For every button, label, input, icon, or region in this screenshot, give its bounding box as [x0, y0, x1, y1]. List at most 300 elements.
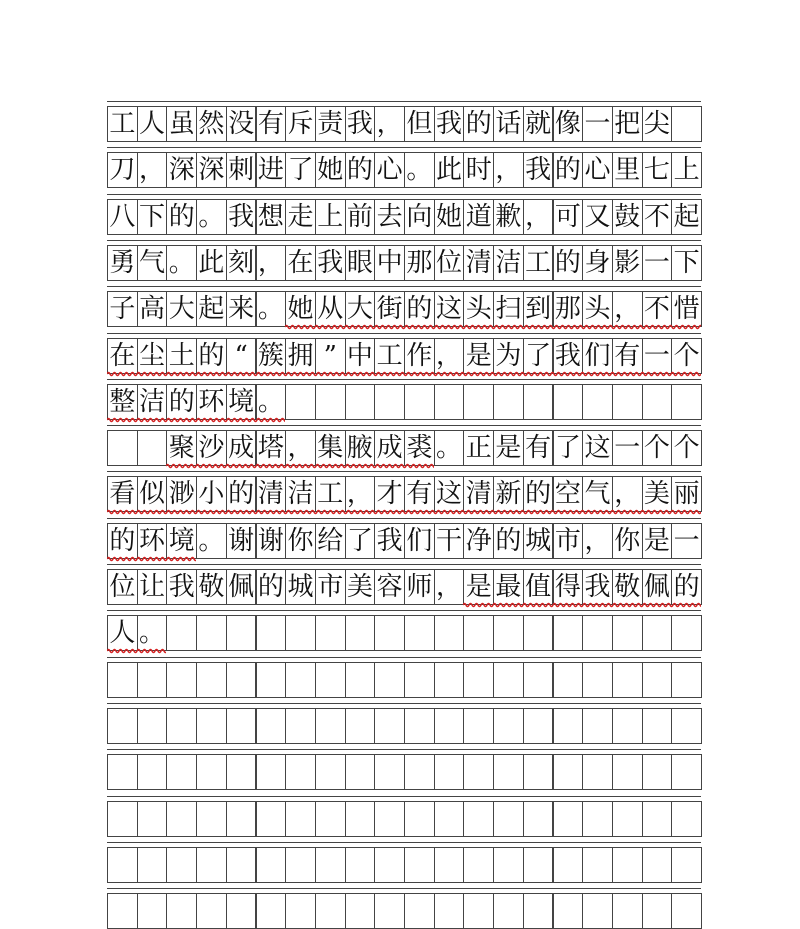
grid-cell: 清: [463, 476, 494, 512]
grid-cell: [642, 754, 673, 790]
grid-cell: [107, 430, 138, 466]
grid-cell: [523, 615, 554, 651]
grid-cell: [196, 754, 227, 790]
grid-cell: 气: [137, 245, 168, 281]
grid-cell: 位: [107, 569, 138, 605]
grid-cell: 这: [434, 291, 465, 327]
grid-cell: 塔: [256, 430, 287, 466]
grid-cell: 们: [582, 338, 613, 374]
grid-cell: [315, 384, 346, 420]
grid-cell: 我: [226, 199, 257, 235]
grid-cell: [345, 384, 376, 420]
grid-cell: [493, 615, 524, 651]
grid-cell: [374, 708, 405, 744]
grid-cell: 清: [463, 245, 494, 281]
grid-cell: [463, 615, 494, 651]
grid-cell: 境: [166, 523, 197, 559]
grid-cell: 腋: [345, 430, 376, 466]
grid-cell: [642, 847, 673, 883]
grid-cell: 作: [404, 338, 435, 374]
grid-cell: [374, 662, 405, 698]
grid-cell: 下: [671, 245, 702, 281]
grid-cell: 把: [612, 106, 643, 142]
grid-cell: [345, 662, 376, 698]
grid-cell: 那: [553, 291, 584, 327]
grid-cell: ，: [374, 106, 405, 142]
grid-cell: [434, 847, 465, 883]
grid-cell: 净: [463, 523, 494, 559]
grid-cell: 。: [434, 430, 465, 466]
grid-cell: 聚: [166, 430, 197, 466]
grid-cell: [315, 754, 346, 790]
grid-cell: [137, 662, 168, 698]
grid-cell: 的: [256, 569, 287, 605]
grid-cell: [226, 662, 257, 698]
grid-cell: 丽: [671, 476, 702, 512]
grid-cell: [612, 708, 643, 744]
grid-cell: [404, 847, 435, 883]
grid-cell: 这: [434, 476, 465, 512]
grid-cell: 沙: [196, 430, 227, 466]
grid-cell: 鼓: [612, 199, 643, 235]
grid-cell: 我: [523, 152, 554, 188]
grid-cell: 工: [107, 106, 138, 142]
grid-cell: 刻: [226, 245, 257, 281]
grid-cell: 话: [493, 106, 524, 142]
grid-cell: ，: [493, 152, 524, 188]
grid-cell: [315, 893, 346, 929]
grid-cell: [671, 384, 702, 420]
grid-cell: 有: [523, 430, 554, 466]
grid-cell: [642, 662, 673, 698]
grid-cell: 一: [642, 338, 673, 374]
grid-cell: 不: [642, 291, 673, 327]
grid-cell: 心: [374, 152, 405, 188]
grid-cell: 想: [256, 199, 287, 235]
grid-cell: 正: [463, 430, 494, 466]
grid-cell: 洁: [493, 245, 524, 281]
grid-cell: [523, 847, 554, 883]
grid-cell: [285, 708, 316, 744]
grid-cell: [671, 801, 702, 837]
row-rule: [107, 842, 701, 843]
grid-cell: 但: [404, 106, 435, 142]
grid-cell: 拥: [285, 338, 316, 374]
row-rule: [107, 657, 701, 658]
row-rule: [107, 240, 701, 241]
grid-cell: [582, 754, 613, 790]
grid-cell: [285, 754, 316, 790]
grid-cell: [404, 801, 435, 837]
grid-cell: [523, 662, 554, 698]
row-rule: [107, 333, 701, 334]
grid-cell: [256, 615, 287, 651]
grid-cell: [612, 893, 643, 929]
grid-cell: 责: [315, 106, 346, 142]
grid-cell: 影: [612, 245, 643, 281]
grid-cell: 像: [553, 106, 584, 142]
grid-cell: [137, 893, 168, 929]
grid-cell: [553, 708, 584, 744]
grid-cell: 们: [404, 523, 435, 559]
grid-cell: [137, 801, 168, 837]
grid-cell: [434, 893, 465, 929]
grid-cell: [434, 662, 465, 698]
grid-cell: [523, 384, 554, 420]
grid-cell: [493, 708, 524, 744]
grid-cell: [523, 708, 554, 744]
grid-cell: [226, 893, 257, 929]
grid-cell: [404, 615, 435, 651]
grid-cell: 谢: [226, 523, 257, 559]
grid-cell: [582, 662, 613, 698]
grid-cell: 八: [107, 199, 138, 235]
grid-cell: 里: [612, 152, 643, 188]
grid-cell: [315, 847, 346, 883]
grid-cell: ，: [582, 523, 613, 559]
grid-cell: [642, 708, 673, 744]
grid-cell: 中: [374, 245, 405, 281]
grid-cell: 。: [137, 615, 168, 651]
grid-cell: 可: [553, 199, 584, 235]
grid-cell: 尖: [642, 106, 673, 142]
row-rule: [107, 749, 701, 750]
grid-cell: 市: [553, 523, 584, 559]
grid-cell: 此: [196, 245, 227, 281]
grid-cell: 我: [315, 245, 346, 281]
grid-cell: [285, 662, 316, 698]
grid-cell: 有: [612, 338, 643, 374]
grid-cell: 是: [642, 523, 673, 559]
grid-cell: 个: [671, 338, 702, 374]
grid-cell: [434, 801, 465, 837]
grid-cell: [434, 754, 465, 790]
row-rule: [107, 610, 701, 611]
grid-cell: [434, 615, 465, 651]
grid-cell: 的: [166, 384, 197, 420]
grid-cell: [226, 754, 257, 790]
grid-cell: [493, 662, 524, 698]
grid-cell: [137, 754, 168, 790]
grid-cell: [345, 708, 376, 744]
grid-cell: [642, 384, 673, 420]
grid-cell: ，: [256, 245, 287, 281]
grid-cell: 又: [582, 199, 613, 235]
grid-cell: [404, 384, 435, 420]
row-rule: [107, 147, 701, 148]
grid-cell: 刀: [107, 152, 138, 188]
grid-cell: ，: [434, 569, 465, 605]
red-wavy-underline: [107, 508, 701, 516]
grid-cell: 子: [107, 291, 138, 327]
grid-cell: 空: [553, 476, 584, 512]
grid-cell: 道: [463, 199, 494, 235]
grid-cell: [256, 893, 287, 929]
grid-cell: [612, 754, 643, 790]
grid-cell: [671, 754, 702, 790]
grid-cell: 向: [404, 199, 435, 235]
grid-cell: [404, 708, 435, 744]
grid-cell: 歉: [493, 199, 524, 235]
grid-cell: 的: [107, 523, 138, 559]
grid-cell: [166, 662, 197, 698]
grid-cell: [256, 847, 287, 883]
grid-cell: [166, 754, 197, 790]
grid-cell: 敬: [196, 569, 227, 605]
grid-cell: 佩: [226, 569, 257, 605]
grid-cell: 清: [256, 476, 287, 512]
grid-cell: [612, 384, 643, 420]
row-rule: [107, 471, 701, 472]
grid-cell: 深: [196, 152, 227, 188]
grid-cell: [285, 801, 316, 837]
grid-cell: [196, 615, 227, 651]
grid-cell: 此: [434, 152, 465, 188]
grid-cell: 一: [612, 430, 643, 466]
grid-cell: 的: [463, 106, 494, 142]
grid-cell: [671, 708, 702, 744]
grid-cell: 美: [642, 476, 673, 512]
grid-cell: 似: [137, 476, 168, 512]
grid-cell: 下: [137, 199, 168, 235]
grid-cell: [493, 754, 524, 790]
grid-cell: [107, 754, 138, 790]
grid-cell: 我: [345, 106, 376, 142]
grid-cell: [642, 893, 673, 929]
grid-cell: 走: [285, 199, 316, 235]
grid-cell: 环: [137, 523, 168, 559]
grid-cell: 在: [107, 338, 138, 374]
grid-cell: [582, 801, 613, 837]
grid-cell: [345, 754, 376, 790]
grid-cell: 是: [463, 338, 494, 374]
grid-cell: [285, 615, 316, 651]
grid-cell: [582, 847, 613, 883]
grid-cell: 是: [493, 430, 524, 466]
grid-cell: 的: [345, 152, 376, 188]
grid-cell: 一: [642, 245, 673, 281]
grid-cell: 了: [553, 430, 584, 466]
grid-cell: [107, 801, 138, 837]
grid-cell: 。: [256, 291, 287, 327]
grid-cell: 心: [582, 152, 613, 188]
grid-cell: [404, 893, 435, 929]
grid-cell: [434, 708, 465, 744]
grid-cell: ，: [612, 291, 643, 327]
grid-cell: [137, 847, 168, 883]
grid-cell: [196, 847, 227, 883]
grid-cell: 成: [226, 430, 257, 466]
grid-cell: [493, 847, 524, 883]
grid-cell: [166, 847, 197, 883]
grid-cell: 七: [642, 152, 673, 188]
grid-cell: [463, 801, 494, 837]
grid-cell: [553, 615, 584, 651]
grid-cell: ”: [315, 338, 346, 374]
grid-cell: [196, 893, 227, 929]
grid-cell: [107, 708, 138, 744]
grid-cell: 上: [671, 152, 702, 188]
grid-cell: 小: [196, 476, 227, 512]
grid-cell: [553, 893, 584, 929]
grid-cell: 渺: [166, 476, 197, 512]
grid-cell: 。: [256, 384, 287, 420]
grid-cell: [374, 615, 405, 651]
red-wavy-underline: [107, 555, 196, 563]
grid-cell: [582, 893, 613, 929]
grid-cell: 。: [196, 523, 227, 559]
grid-cell: [553, 754, 584, 790]
grid-cell: ，: [612, 476, 643, 512]
grid-cell: 勇: [107, 245, 138, 281]
grid-cell: [374, 893, 405, 929]
grid-cell: 没: [226, 106, 257, 142]
grid-cell: [256, 662, 287, 698]
grid-cell: 气: [582, 476, 613, 512]
grid-cell: [523, 754, 554, 790]
grid-cell: [374, 384, 405, 420]
grid-cell: [285, 384, 316, 420]
grid-cell: [374, 801, 405, 837]
row-rule: [107, 101, 701, 102]
grid-cell: [404, 662, 435, 698]
row-rule: [107, 194, 701, 195]
grid-cell: [315, 662, 346, 698]
red-wavy-underline: [107, 416, 285, 424]
grid-cell: 这: [582, 430, 613, 466]
grid-cell: [196, 708, 227, 744]
row-rule: [107, 564, 701, 565]
grid-cell: [226, 801, 257, 837]
grid-cell: [226, 708, 257, 744]
grid-cell: 干: [434, 523, 465, 559]
grid-cell: 扫: [493, 291, 524, 327]
grid-cell: 工: [315, 476, 346, 512]
grid-cell: 眼: [345, 245, 376, 281]
grid-cell: [463, 754, 494, 790]
grid-cell: 我: [166, 569, 197, 605]
grid-cell: 头: [463, 291, 494, 327]
row-rule: [107, 379, 701, 380]
grid-cell: [671, 662, 702, 698]
grid-cell: 你: [285, 523, 316, 559]
grid-cell: “: [226, 338, 257, 374]
grid-cell: 容: [374, 569, 405, 605]
grid-cell: [612, 615, 643, 651]
grid-cell: [315, 801, 346, 837]
grid-cell: [463, 662, 494, 698]
grid-cell: 头: [582, 291, 613, 327]
grid-cell: 在: [285, 245, 316, 281]
row-rule: [107, 518, 701, 519]
grid-cell: [374, 847, 405, 883]
grid-cell: 的: [493, 523, 524, 559]
grid-cell: 她: [434, 199, 465, 235]
red-wavy-underline: [107, 370, 701, 378]
grid-cell: [553, 847, 584, 883]
grid-cell: 一: [582, 106, 613, 142]
grid-cell: [582, 708, 613, 744]
grid-cell: [315, 708, 346, 744]
grid-cell: 了: [345, 523, 376, 559]
grid-cell: 工: [374, 338, 405, 374]
grid-cell: [553, 801, 584, 837]
grid-cell: 的: [671, 569, 702, 605]
grid-cell: 我: [434, 106, 465, 142]
grid-cell: 看: [107, 476, 138, 512]
grid-cell: 师: [404, 569, 435, 605]
grid-cell: [226, 615, 257, 651]
grid-cell: 得: [553, 569, 584, 605]
grid-cell: 裘: [404, 430, 435, 466]
grid-cell: [523, 893, 554, 929]
grid-cell: [463, 708, 494, 744]
grid-cell: 。: [166, 245, 197, 281]
grid-cell: 个: [642, 430, 673, 466]
grid-cell: 的: [553, 245, 584, 281]
grid-cell: 整: [107, 384, 138, 420]
grid-cell: 时: [463, 152, 494, 188]
grid-cell: [315, 615, 346, 651]
grid-cell: [493, 801, 524, 837]
grid-cell: 然: [196, 106, 227, 142]
red-wavy-underline: [166, 462, 433, 470]
grid-cell: 人: [137, 106, 168, 142]
grid-cell: [612, 662, 643, 698]
grid-cell: 佩: [642, 569, 673, 605]
grid-cell: ，: [345, 476, 376, 512]
grid-cell: 工: [523, 245, 554, 281]
grid-cell: 来: [226, 291, 257, 327]
grid-cell: 为: [493, 338, 524, 374]
grid-cell: [166, 708, 197, 744]
grid-cell: 土: [166, 338, 197, 374]
grid-cell: 簇: [256, 338, 287, 374]
grid-cell: 人: [107, 615, 138, 651]
grid-cell: 给: [315, 523, 346, 559]
grid-cell: [137, 708, 168, 744]
grid-cell: 从: [315, 291, 346, 327]
grid-cell: 成: [374, 430, 405, 466]
grid-cell: [523, 801, 554, 837]
grid-cell: 深: [166, 152, 197, 188]
grid-cell: 你: [612, 523, 643, 559]
grid-cell: ，: [285, 430, 316, 466]
grid-cell: 大: [345, 291, 376, 327]
grid-cell: 集: [315, 430, 346, 466]
grid-cell: [285, 847, 316, 883]
grid-cell: 那: [404, 245, 435, 281]
red-wavy-underline: [463, 601, 701, 609]
grid-cell: [463, 384, 494, 420]
grid-cell: [671, 615, 702, 651]
grid-cell: 城: [523, 523, 554, 559]
grid-cell: [553, 662, 584, 698]
grid-cell: 起: [671, 199, 702, 235]
grid-cell: 最: [493, 569, 524, 605]
red-wavy-underline: [107, 647, 166, 655]
grid-cell: [463, 847, 494, 883]
grid-cell: 虽: [166, 106, 197, 142]
grid-cell: 洁: [285, 476, 316, 512]
grid-cell: 洁: [137, 384, 168, 420]
grid-cell: 美: [345, 569, 376, 605]
grid-cell: [196, 801, 227, 837]
grid-cell: [493, 893, 524, 929]
grid-cell: 我: [582, 569, 613, 605]
grid-cell: [671, 893, 702, 929]
grid-cell: [107, 893, 138, 929]
